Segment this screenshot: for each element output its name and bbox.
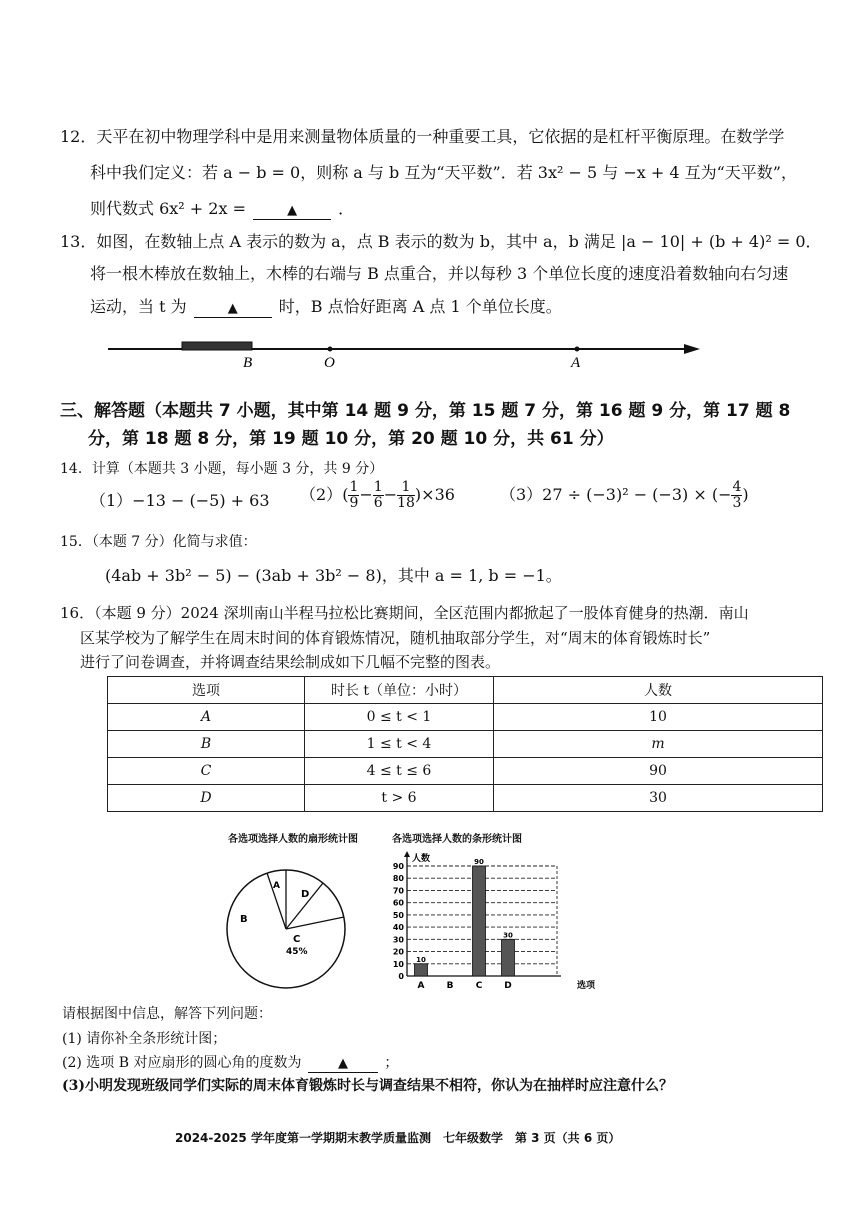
table-cell: 30 bbox=[494, 785, 823, 812]
q14-part-3: （3）27 ÷ (−3)² − (−3) × (− $\frac{4}{3}$ ) bbox=[500, 479, 749, 511]
y-tick-label: 20 bbox=[392, 947, 404, 957]
pie-chart bbox=[215, 860, 365, 1000]
point-a-dot bbox=[575, 347, 580, 352]
table-cell: A bbox=[108, 704, 305, 731]
point-a-label: A bbox=[571, 355, 581, 371]
table-cell: 0 ≤ t < 1 bbox=[305, 704, 494, 731]
q16-line-2: 区某学校为了解学生在周末时间的体育锻炼情况，随机抽取部分学生，对“周末的体育锻炼时长” bbox=[80, 629, 711, 647]
q16-line-3: 进行了问卷调查，并将调查结果绘制成如下几幅不完整的图表。 bbox=[80, 653, 501, 671]
q15-expression: (4ab + 3b² − 5) − (3ab + 3b² − 8)，其中 a = 1, b = −1。 bbox=[105, 566, 562, 585]
q14-frac-1: $\frac{1}{9}$ bbox=[349, 479, 359, 511]
table-cell: 10 bbox=[494, 704, 823, 731]
bar bbox=[502, 939, 515, 976]
y-tick-label: 40 bbox=[392, 923, 404, 933]
q12-answer-blank[interactable]: ▲ bbox=[253, 203, 331, 220]
pie-label-b: B bbox=[240, 914, 248, 925]
y-tick-label: 70 bbox=[392, 886, 404, 896]
page-footer: 2024-2025 学年度第一学期期末教学质量监测 七年级数学 第 3 页（共 6 页） bbox=[175, 1131, 621, 1145]
y-tick-label: 10 bbox=[392, 959, 404, 969]
q13-line-2: 将一根木棒放在数轴上，木棒的右端与 B 点重合，并以每秒 3 个单位长度的速度沿着数轴向右匀速 bbox=[90, 264, 789, 283]
table-cell: t > 6 bbox=[305, 785, 494, 812]
q14-part-1: （1）−13 − (−5) + 63 bbox=[90, 491, 270, 510]
pie-label-c: C bbox=[293, 934, 301, 945]
q13-answer-blank[interactable]: ▲ bbox=[194, 301, 272, 318]
y-tick-label: 60 bbox=[392, 898, 404, 908]
q16-data-table bbox=[107, 676, 823, 812]
q12-line-3 bbox=[90, 199, 354, 220]
y-tick-label: 0 bbox=[398, 972, 404, 981]
point-o-dot bbox=[328, 347, 333, 352]
q14-frac-2: $\frac{1}{6}$ bbox=[373, 479, 383, 511]
table-cell: C bbox=[108, 758, 305, 785]
table-header-row bbox=[108, 677, 823, 704]
table-row bbox=[108, 785, 823, 812]
pie-chart-title: 各选项选择人数的扇形统计图 bbox=[228, 834, 358, 845]
q14-frac-4: $\frac{4}{3}$ bbox=[732, 479, 742, 511]
bar-value-label: 90 bbox=[474, 858, 484, 866]
point-b-label: B bbox=[243, 355, 253, 371]
table-cell: 1 ≤ t < 4 bbox=[305, 731, 494, 758]
table-cell: 90 bbox=[494, 758, 823, 785]
q13-line-3 bbox=[90, 297, 562, 318]
section-3-line-2: 分，第 18 题 8 分，第 19 题 10 分，第 20 题 10 分，共 61 分） bbox=[88, 429, 614, 449]
table-row bbox=[108, 704, 823, 731]
x-tick-label: C bbox=[475, 981, 483, 991]
pie-label-c-percent: 45% bbox=[286, 947, 308, 957]
bar-value-label: 10 bbox=[416, 955, 426, 964]
point-o-label: O bbox=[324, 355, 335, 371]
q16-sub-2-answer-blank[interactable]: ▲ bbox=[308, 1056, 378, 1073]
table-header-cell: 时长 t（单位：小时） bbox=[305, 677, 494, 704]
bar-chart-title: 各选项选择人数的条形统计图 bbox=[392, 834, 522, 845]
q13-line-3-post: 时，B 点恰好距离 A 点 1 个单位长度。 bbox=[278, 297, 562, 316]
q14-part-2-label: （2） bbox=[300, 485, 343, 504]
q12-line-3-pre: 则代数式 6x² + 2x = bbox=[90, 199, 246, 218]
q12-line-3-post: ． bbox=[338, 199, 355, 218]
bar-value-label: 30 bbox=[503, 931, 513, 940]
bar bbox=[473, 866, 486, 976]
bar bbox=[415, 964, 428, 976]
pie-label-d: D bbox=[301, 889, 310, 900]
x-tick-label: D bbox=[504, 981, 512, 991]
table-cell: D bbox=[108, 785, 305, 812]
q16-sub-2-pre: (2) 选项 B 对应扇形的圆心角的度数为 bbox=[62, 1055, 302, 1071]
q16-sub-3: (3)小明发现班级同学们实际的周末体育锻炼时长与调查结果不相符，你认为在抽样时应注意什么？ bbox=[62, 1078, 673, 1094]
table-header-cell: 选项 bbox=[108, 677, 305, 704]
q16-sub-2 bbox=[62, 1054, 398, 1073]
q14-title: 14．计算（本题共 3 小题，每小题 3 分，共 9 分） bbox=[60, 461, 384, 477]
wooden-stick bbox=[182, 342, 252, 350]
table-row bbox=[108, 731, 823, 758]
q15-title: 15．（本题 7 分）化简与求值： bbox=[60, 534, 257, 550]
q14-frac-3: $\frac{1}{18}$ bbox=[397, 479, 415, 511]
y-tick-label: 90 bbox=[392, 862, 404, 871]
y-tick-label: 80 bbox=[392, 874, 404, 884]
table-cell: B bbox=[108, 731, 305, 758]
q13-line-1: 13．如图，在数轴上点 A 表示的数为 a，点 B 表示的数为 b，其中 a，b 满足 |a − 10| + (b + 4)² = 0． bbox=[60, 232, 822, 251]
bar-chart bbox=[385, 848, 596, 993]
x-tick-label: B bbox=[446, 981, 454, 991]
q16-sub-1: (1) 请你补全条形统计图； bbox=[62, 1031, 227, 1047]
q16-sub-2-post: ； bbox=[384, 1055, 399, 1071]
table-cell: m bbox=[494, 731, 823, 758]
q12-line-2: 科中我们定义：若 a − b = 0，则称 a 与 b 互为“天平数”．若 3x² − 5 与 −x + 4 互为“天平数”， bbox=[90, 163, 797, 182]
q16-line-1: 16．（本题 9 分）2024 深圳南山半程马拉松比赛期间，全区范围内都掀起了一股体育健身的热潮．南山 bbox=[60, 604, 749, 622]
q12-line-1: 12．天平在初中物理学科中是用来测量物体质量的一种重要工具，它依据的是杠杆平衡原理。在数学学 bbox=[60, 127, 785, 146]
y-tick-label: 30 bbox=[392, 935, 404, 945]
number-line-figure bbox=[100, 335, 710, 375]
y-tick-label: 50 bbox=[392, 910, 404, 920]
x-axis-label: 选项 bbox=[577, 981, 596, 991]
number-line-arrow bbox=[684, 344, 700, 354]
y-axis-label: 人数 bbox=[412, 854, 431, 864]
q14-part-3-pre: （3）27 ÷ (−3)² − (−3) × (− bbox=[500, 485, 732, 504]
table-row bbox=[108, 758, 823, 785]
y-axis-arrow bbox=[404, 851, 410, 857]
q14-part-2: （2）( $\frac{1}{9}$ − $\frac{1}{6}$ − $\frac{1}{18}$ )×36 bbox=[300, 479, 455, 511]
table-cell: 4 ≤ t ≤ 6 bbox=[305, 758, 494, 785]
pie-label-a: A bbox=[273, 881, 280, 891]
x-tick-label: A bbox=[417, 981, 425, 991]
table-header-cell: 人数 bbox=[494, 677, 823, 704]
q13-line-3-pre: 运动，当 t 为 bbox=[90, 297, 187, 316]
q16-ask: 请根据图中信息，解答下列问题： bbox=[62, 1006, 272, 1022]
section-3-line-1: 三、解答题（本题共 7 小题，其中第 14 题 9 分，第 15 题 7 分，第 16 题 9 分，第 17 题 8 bbox=[60, 401, 791, 421]
